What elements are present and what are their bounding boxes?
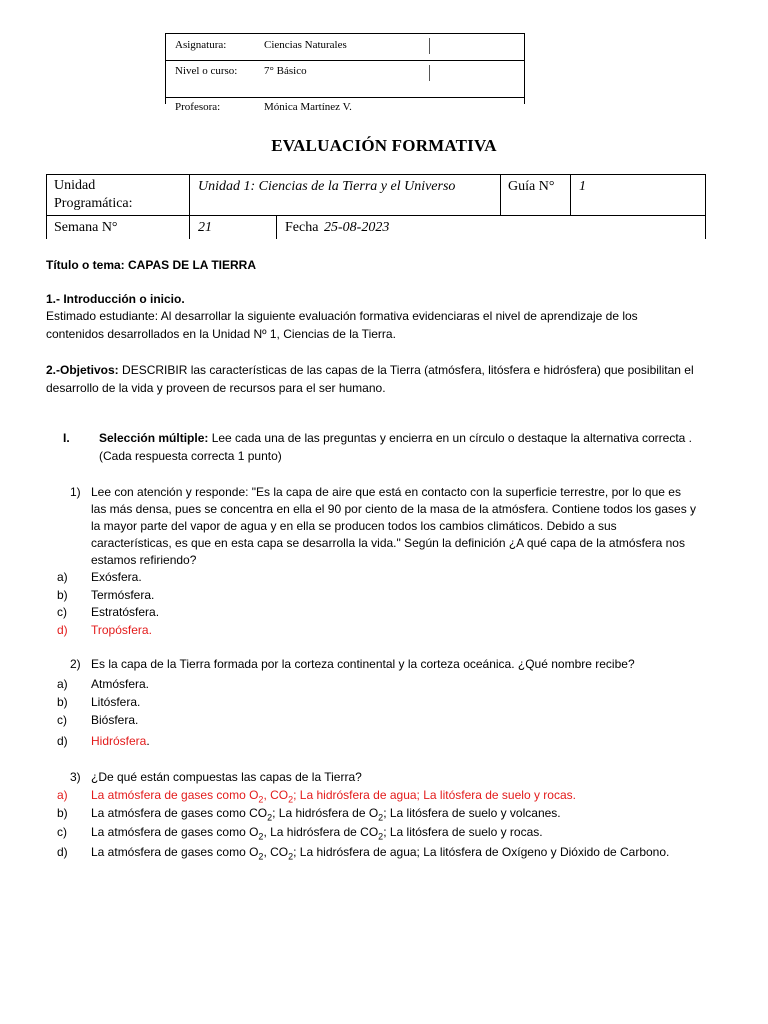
question-line: la mayor parte del vapor de agua y en ella se producen todos los cambios climáticos. Debido a sus [91,519,617,533]
option-key: a) [57,570,68,584]
option-answer: Hidrósfera [91,734,147,748]
option-part: , La hidrósfera de CO [263,825,379,839]
option-text [91,732,150,750]
option-period: . [146,734,150,748]
option-part: ; La litósfera de suelo y volcanes. [383,806,561,820]
question-3-text: ¿De qué están compuestas las capas de la Tierra? [91,770,362,784]
option-key: d) [57,734,68,748]
option-key: c) [57,605,67,619]
fecha-label: Fecha [285,220,319,235]
option-part: ; La hidrósfera de agua; La litósfera de suelo y rocas. [293,788,576,802]
option-text: Biósfera. [91,713,139,727]
objetivos-line-1 [46,361,694,379]
objetivos-label: 2.-Objetivos: [46,363,119,377]
option-part: , CO [263,845,289,859]
question-number: 1) [70,485,81,499]
profesora-label: Profesora: [175,101,221,113]
objetivos-line-2: desarrollo de la vida y proveen de recursos para el ser humano. [46,381,386,395]
option-text: Termósfera. [91,588,155,602]
nivel-value: 7° Básico [264,65,307,77]
option-part: La atmósfera de gases como O [91,845,259,859]
guia-value: 1 [579,179,586,194]
question-line: características, es que en esta capa se desarrolla la vida." Según la definición ¿A qué capa de la atmósfera nos [91,536,685,550]
option-text: Atmósfera. [91,677,150,691]
section-line-2: (Cada respuesta correcta 1 punto) [99,449,282,463]
option-part: ; La hidrósfera de O [272,806,379,820]
subscript: 2 [378,831,384,842]
option-key: c) [57,825,67,839]
option-text [91,823,543,841]
section-label: Selección múltiple: [99,431,209,445]
subscript: 2 [258,851,264,862]
question-2-text: Es la capa de la Tierra formada por la corteza continental y la corteza oceánica. ¿Qué nombre recibe? [91,657,635,671]
subscript: 2 [288,851,294,862]
guia-label: Guía N° [508,179,555,194]
question-line: Lee con atención y responde: "Es la capa de aire que está en contacto con la superficie terrestre, por lo que es [91,485,681,499]
table-divider [500,175,501,215]
table-divider [47,215,705,216]
option-key: d) [57,623,68,637]
table-divider [189,175,190,239]
header-row-nivel [166,61,524,98]
question-line: las más densa, pues se concentra en ella el 90 por ciento de la masa de la atmósfera. Contiene todos los gases y [91,502,697,516]
option-text: Litósfera. [91,695,141,709]
option-key: c) [57,713,67,727]
subscript: 2 [267,812,273,823]
section-instructions: Lee cada una de las preguntas y encierra en un círculo o destaque la alternativa correcta . [208,431,692,445]
unidad-value: Unidad 1: Ciencias de la Tierra y el Universo [198,179,456,194]
profesora-value: Mónica Martínez V. [264,101,352,113]
section-line-1 [99,429,692,447]
unidad-label: Unidad [54,178,96,193]
header-row-asignatura [166,34,524,61]
cursor-bar [429,38,430,54]
subscript: 2 [258,831,264,842]
subscript: 2 [378,812,384,823]
option-key: a) [57,677,68,691]
nivel-label: Nivel o curso: [175,65,238,77]
question-1-text [91,484,722,569]
option-key: b) [57,695,68,709]
intro-heading: 1.- Introducción o inicio. [46,292,185,306]
option-text [91,804,561,822]
table-divider [276,215,277,239]
cursor-bar [429,65,430,81]
semana-label: Semana N° [54,220,118,235]
question-number: 2) [70,657,81,671]
asignatura-label: Asignatura: [175,39,227,51]
question-number: 3) [70,770,81,784]
option-part: ; La litósfera de suelo y rocas. [383,825,543,839]
option-part: , CO [263,788,289,802]
option-key: b) [57,588,68,602]
option-text: Tropósfera. [91,623,152,637]
option-key: b) [57,806,68,820]
option-part: La atmósfera de gases como O [91,788,259,802]
question-line: estamos refiriendo? [91,553,197,567]
subscript: 2 [288,794,294,805]
semana-value: 21 [198,220,212,235]
option-text: Exósfera. [91,570,142,584]
subscript: 2 [258,794,264,805]
option-part: ; La hidrósfera de agua; La litósfera de Oxígeno y Dióxido de Carbono. [293,845,670,859]
tema-heading: Título o tema: CAPAS DE LA TIERRA [46,258,256,272]
page-title: EVALUACIÓN FORMATIVA [271,136,497,155]
option-text: Estratósfera. [91,605,160,619]
intro-line-1: Estimado estudiante: Al desarrollar la siguiente evaluación formativa evidenciaras el nivel de aprendizaje de los [46,309,638,323]
option-text [91,843,669,861]
table-divider [570,175,571,215]
option-part: La atmósfera de gases como O [91,825,259,839]
objetivos-text: DESCRIBIR las características de las capas de la Tierra (atmósfera, litósfera e hidrósfera) que posibilitan el [118,363,694,377]
programatica-label: Programática: [54,196,133,211]
fecha-value: 25-08-2023 [324,220,390,235]
option-part: La atmósfera de gases como CO [91,806,268,820]
option-text [91,786,576,804]
header-info-box [165,33,525,104]
section-numeral: I. [63,431,70,445]
unit-table [46,174,706,239]
option-key: a) [57,788,68,802]
option-key: d) [57,845,68,859]
asignatura-value: Ciencias Naturales [264,39,347,51]
intro-line-2: contenidos desarrollados en la Unidad Nº 1, Ciencias de la Tierra. [46,327,396,341]
